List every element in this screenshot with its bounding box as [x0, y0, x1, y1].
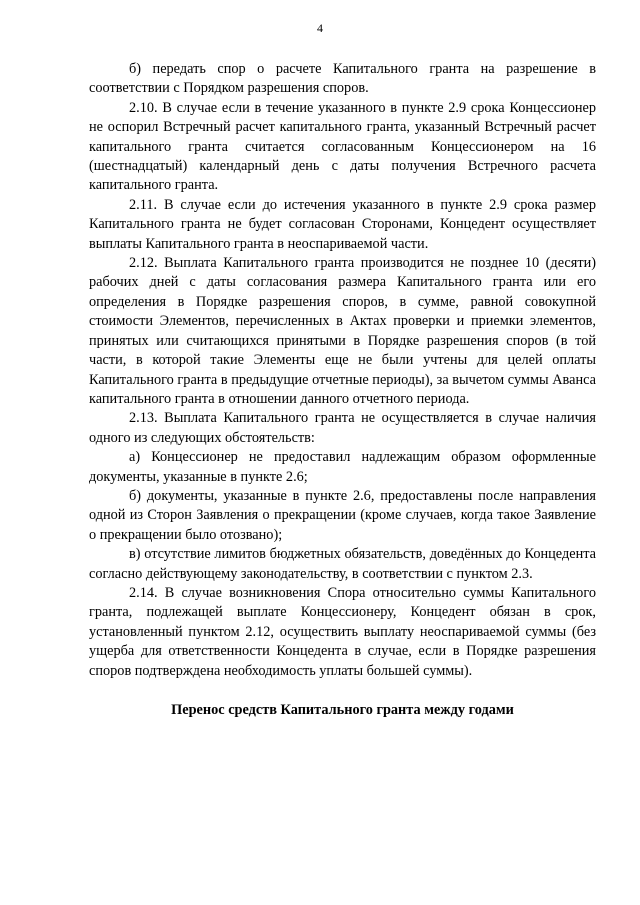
paragraph-2-11: 2.11. В случае если до истечения указанного в пункте 2.9 срока размер Капитального гранта не будет согласован Сторонами, Концедент осуществляет выплаты Капитального гранта в неоспариваемой части. — [89, 196, 596, 252]
paragraph-2-10: 2.10. В случае если в течение указанного в пункте 2.9 срока Концессионер не оспорил Встречный расчет капитального гранта, указанный Встречный расчет капитального гранта считается согласованным Концессионером на 16 (шестнадцатый) календарный день с даты получения Встречного расчета капитального гранта. — [89, 99, 596, 194]
document-body — [89, 60, 596, 720]
paragraph-2-13-v: в) отсутствие лимитов бюджетных обязательств, доведённых до Концедента согласно действующему законодательству, в соответствии с пунктом 2.3. — [89, 546, 596, 582]
section-heading: Перенос средств Капитального гранта между годами — [171, 702, 514, 718]
paragraph-2-14: 2.14. В случае возникновения Спора относительно суммы Капитального гранта, подлежащей выплате Концессионеру, Концедент обязан в срок, установленный пунктом 2.12, осуществить выплату неоспариваемой суммы (без ущерба для ответственности Концедента в случае, если в Порядке разрешения споров подтверждена необходимость уплаты большей суммы). — [89, 584, 596, 679]
paragraph-2-12: 2.12. Выплата Капитального гранта производится не позднее 10 (десяти) рабочих дней с даты согласования размера Капитального гранта или его определения в Порядке разрешения споров, в сумме, равной совокупной стоимости Элементов, перечисленных в Актах проверки и приемки элементов, принятых или считающихся принятыми в Порядке разрешения споров (в той части, в которой такие Элементы еще не были учтены для целей оплаты Капитального гранта в предыдущие отчетные периоды), за вычетом суммы Аванса капитального гранта в отношении данного отчетного периода. — [89, 255, 596, 407]
paragraph-2-13-a: а) Концессионер не предоставил надлежащим образом оформленные документы, указанные в пункте 2.6; — [89, 449, 596, 485]
page-number: 4 — [317, 21, 323, 35]
paragraph-2-13-b: б) документы, указанные в пункте 2.6, предоставлены после направления одной из Сторон Заявления о прекращении (кроме случаев, когда такое Заявление о прекращении было отозвано); — [89, 487, 596, 543]
paragraph-2-9-b: б) передать спор о расчете Капитального гранта на разрешение в соответствии с Порядком разрешения споров. — [89, 61, 596, 97]
paragraph-2-13: 2.13. Выплата Капитального гранта не осуществляется в случае наличия одного из следующих обстоятельств: — [89, 410, 596, 446]
